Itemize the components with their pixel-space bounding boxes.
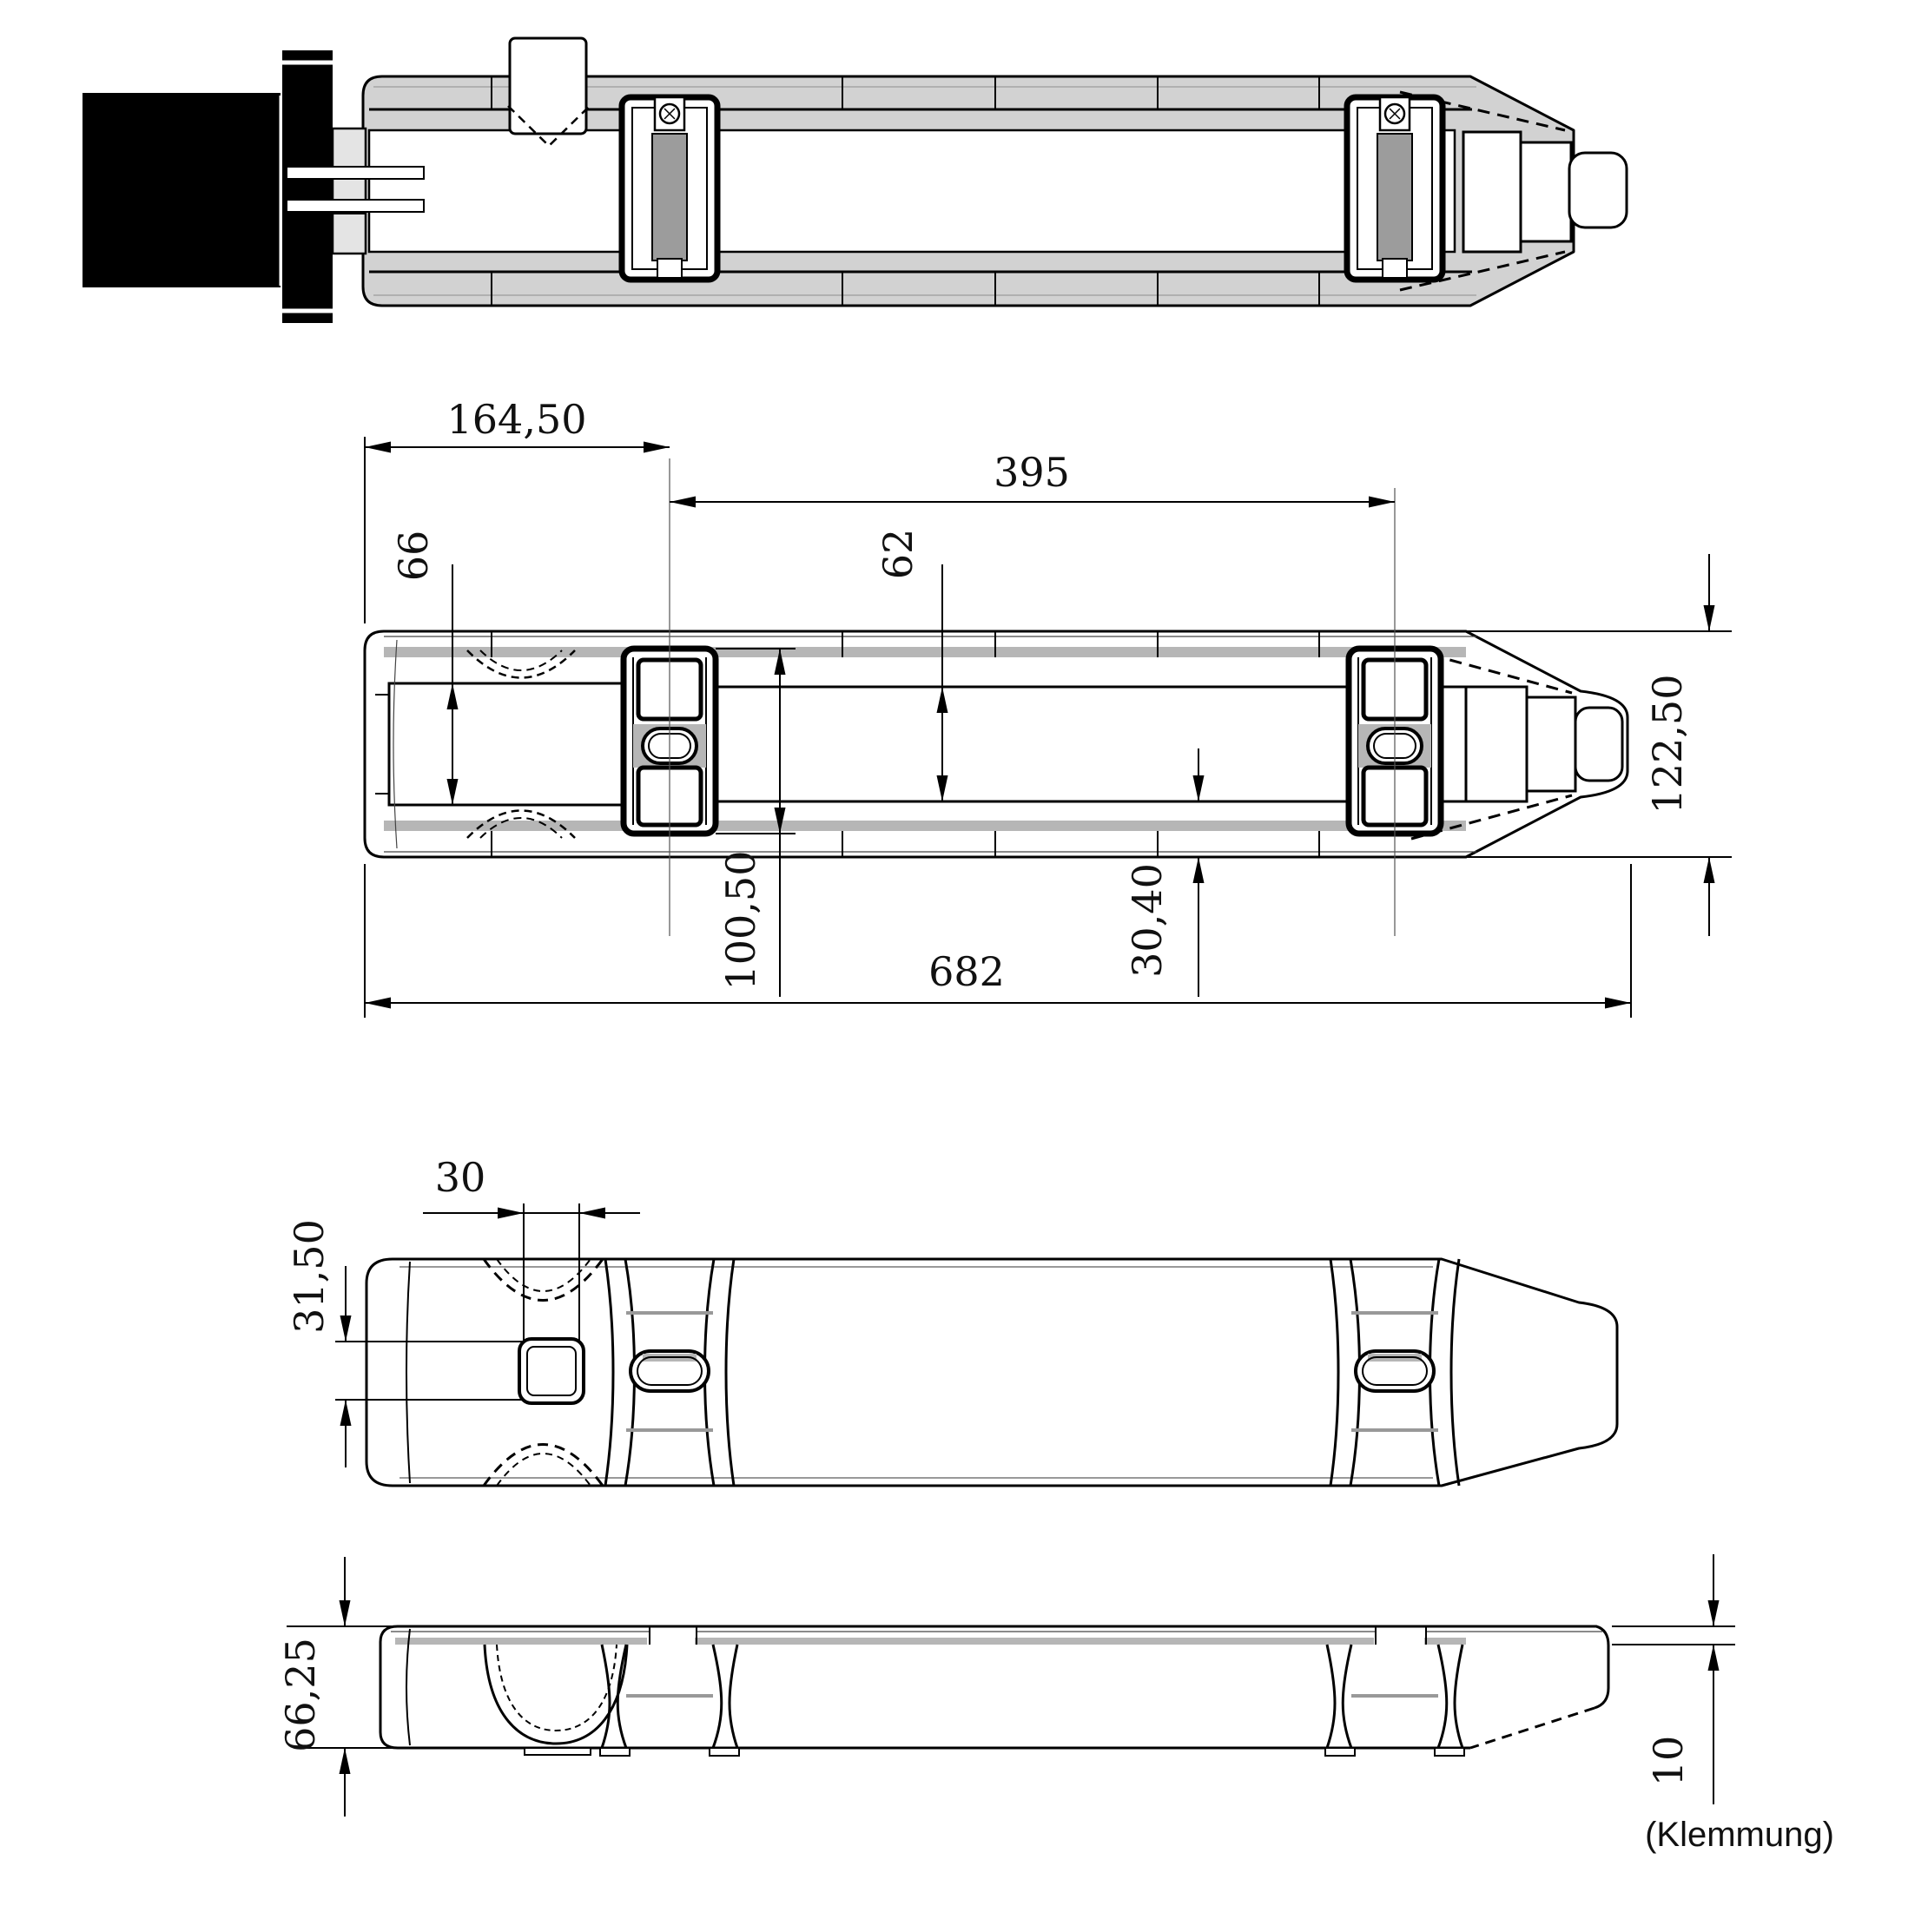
clamp-left-top-view — [622, 97, 717, 280]
end-steps — [1463, 132, 1627, 252]
dim-pocket-width: 66 — [390, 530, 437, 582]
left-pocket — [389, 683, 622, 805]
clamp-left-side-view — [600, 1645, 739, 1756]
dim-bottom-offset: 30,40 — [1124, 863, 1171, 978]
dim-clamp-spacing: 395 — [994, 449, 1070, 496]
dim-overall-height: 66,25 — [277, 1638, 324, 1752]
dim-hole-height: 31,50 — [286, 1219, 333, 1334]
dim-total-length: 682 — [928, 948, 1005, 995]
dim-clamp-thickness: 10 — [1645, 1735, 1692, 1787]
view-bottom — [286, 1154, 1617, 1486]
rail-channel — [369, 130, 1455, 252]
dim-bracket-height: 100,50 — [717, 850, 764, 991]
dim-channel-width: 62 — [875, 528, 921, 580]
clamp-right-top-view — [1347, 97, 1443, 280]
dim-overall-width: 122,50 — [1644, 674, 1691, 814]
side-top-band — [391, 1626, 1602, 1645]
dim-hole-width: 30 — [434, 1154, 486, 1201]
clamp-right-side-view — [1325, 1645, 1464, 1756]
dim-offset-left: 164,50 — [446, 396, 587, 443]
annotation-klemmung: (Klemmung) — [1645, 1816, 1834, 1854]
view-side — [277, 1554, 1834, 1854]
view-plan — [365, 396, 1732, 1018]
view-top-section — [83, 38, 1627, 323]
